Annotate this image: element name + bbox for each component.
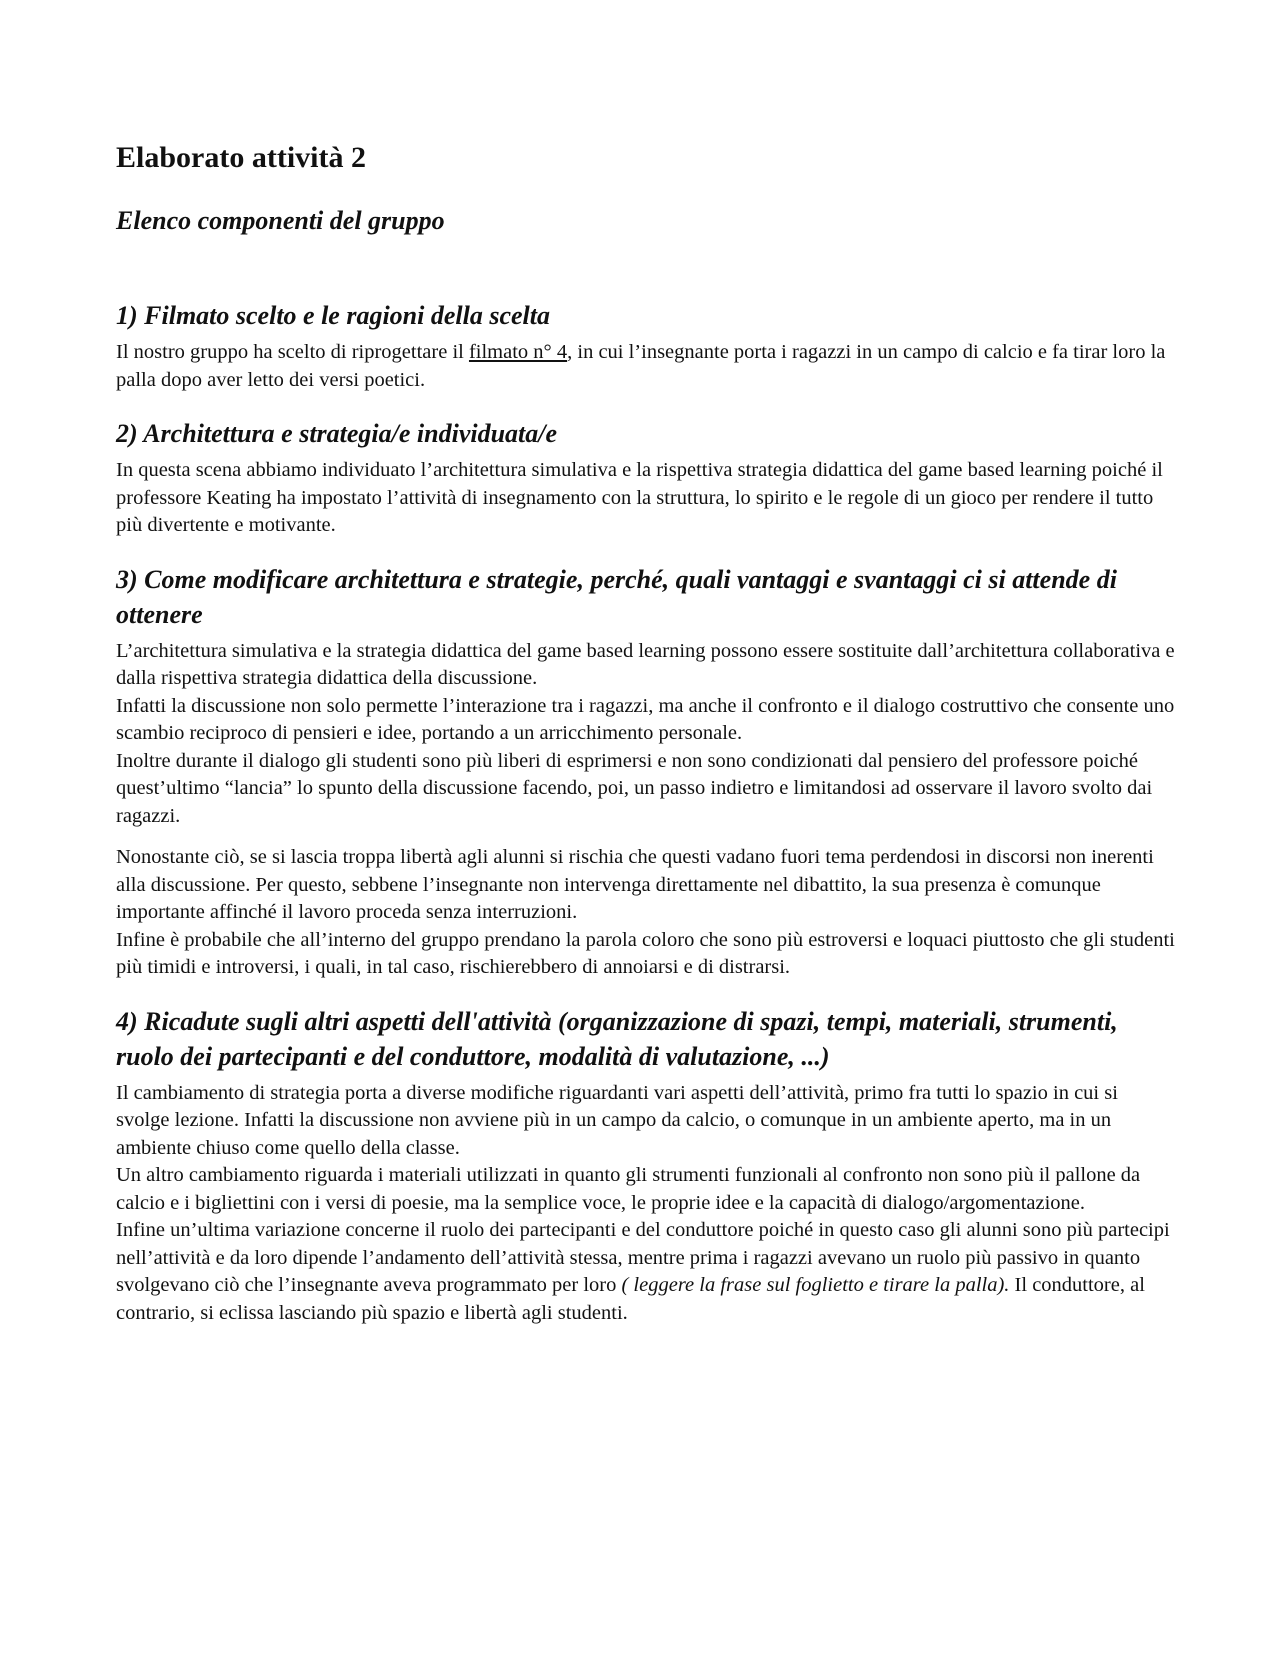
section-4 xyxy=(116,1004,1176,1328)
section-3-paragraph-1: L’architettura simulativa e la strategia didattica del game based learning possono essere sostituite dall’architettura collaborativa e dalla rispettiva strategia didattica della discussione. xyxy=(116,639,1175,689)
section-4-text-a: Infine un’ultima variazione concerne il ruolo dei partecipanti e del conduttore poiché in questo caso gli alunni sono più partecipi nell’attività e da loro dipende l’andamento dell’attività stessa, mentre prima i ragazzi avevano un ruolo più passivo in quanto svolgevano ciò che l’insegnante aveva programmato per loro xyxy=(116,1219,1170,1296)
section-4-heading: 4) Ricadute sugli altri aspetti dell'attività (organizzazione di spazi, tempi, materiali, strumenti, ruolo dei partecipanti e del conduttore, modalità di valutazione, ...) xyxy=(116,1006,1118,1071)
film-link[interactable]: filmato n° 4 xyxy=(468,341,568,363)
section-4-text-b: Il conduttore, al contrario, si eclissa lasciando più spazio e libertà agli studenti. xyxy=(116,1274,1145,1324)
document-page xyxy=(116,138,1176,1349)
section-4-italic-note: ( leggere la frase sul foglietto e tirare la palla). xyxy=(621,1274,1010,1296)
section-2 xyxy=(116,416,1176,540)
section-4-paragraph-2: Un altro cambiamento riguarda i materiali utilizzati in quanto gli strumenti funzionali al confronto non sono più il pallone da calcio e i bigliettini con i versi di poesie, ma la semplice voce, le proprie idee e la capacità di dialogo/argomentazione. xyxy=(116,1164,1141,1214)
section-3 xyxy=(116,562,1176,982)
section-1-heading: 1) Filmato scelto e le ragioni della scelta xyxy=(116,301,551,330)
section-3-heading: 3) Come modificare architettura e strategie, perché, quali vantaggi e svantaggi ci si attende di ottenere xyxy=(116,564,1117,629)
section-3-paragraph-2: Infatti la discussione non solo permette l’interazione tra i ragazzi, ma anche il confronto e il dialogo costruttivo che consente uno scambio reciproco di pensieri e idee, portando a un arricchimento personale. xyxy=(116,694,1175,744)
section-2-paragraph: In questa scena abbiamo individuato l’architettura simulativa e la rispettiva strategia didattica del game based learning poiché il professore Keating ha impostato l’attività di insegnamento con la struttura, lo spirito e le regole di un gioco per rendere il tutto più divertente e motivante. xyxy=(116,459,1163,536)
section-4-paragraph-3 xyxy=(116,1217,1176,1327)
section-2-heading: 2) Architettura e strategia/e individuata/e xyxy=(116,419,558,448)
section-3-paragraph-4: Nonostante ciò, se si lascia troppa libertà agli alunni si rischia che questi vadano fuori tema perdendosi in discorsi non inerenti alla discussione. Per questo, sebbene l’insegnante non intervenga direttamente nel dibattito, la sua presenza è comunque importante affinché il lavoro proceda senza interruzioni. xyxy=(116,846,1154,923)
section-1 xyxy=(116,298,1176,394)
section-3-paragraph-5: Infine è probabile che all’interno del gruppo prendano la parola coloro che sono più estroversi e loquaci piuttosto che gli studenti più timidi e introversi, i quali, in tal caso, rischierebbero di annoiarsi e di distrarsi. xyxy=(116,928,1175,978)
section-3-paragraph-3: Inoltre durante il dialogo gli studenti sono più liberi di esprimersi e non sono condizionati dal pensiero del professore poiché quest’ultimo “lancia” lo spunto della discussione facendo, poi, un passo indietro e limitandosi ad osservare il lavoro svolto dai ragazzi. xyxy=(116,749,1153,827)
document-title: Elaborato attività 2 xyxy=(116,141,366,174)
section-1-text-a: Il nostro gruppo ha scelto di riprogettare il xyxy=(116,341,469,363)
section-1-text-b: , in cui l’insegnante porta i ragazzi in un campo di calcio e fa tirar loro la palla dopo aver letto dei versi poetici. xyxy=(116,341,1166,391)
section-4-paragraph-1: Il cambiamento di strategia porta a diverse modifiche riguardanti vari aspetti dell’attività, primo fra tutti lo spazio in cui si svolge lezione. Infatti la discussione non avviene più in un campo da calcio, o comunque in un ambiente aperto, ma in un ambiente chiuso come quello della classe. xyxy=(116,1081,1118,1159)
section-1-paragraph xyxy=(116,339,1176,394)
group-members-heading: Elenco componenti del gruppo xyxy=(116,206,445,235)
